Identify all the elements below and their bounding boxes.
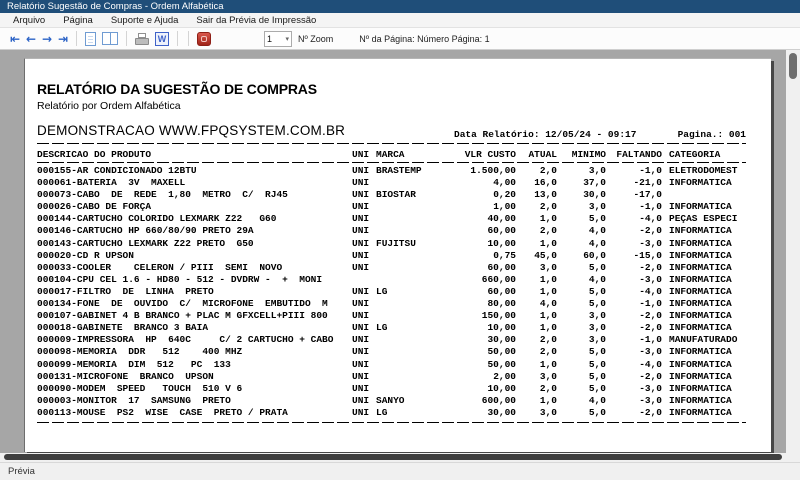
cell-vlr: 1.500,00 (470, 165, 516, 176)
cell-uni: UNI (352, 201, 370, 213)
cell-faltando: -4,0 (639, 358, 662, 370)
menu-sair-da-previa[interactable]: Sair da Prévia de Impressão (196, 14, 317, 26)
cell-atual: 1,0 (539, 237, 557, 249)
cell-marca (376, 177, 422, 189)
report-content (37, 59, 746, 452)
cell-vlr: 80,00 (487, 298, 516, 310)
cell-marca (376, 250, 422, 262)
export-word-icon[interactable]: W (155, 32, 169, 46)
table-row (37, 238, 746, 250)
close-preview-icon[interactable] (197, 32, 211, 46)
cell-marca (376, 201, 422, 213)
cell-atual: 2,0 (539, 346, 557, 358)
single-page-view-icon[interactable] (85, 32, 96, 46)
toolbar-separator (188, 31, 189, 46)
cell-desc: 000146-CARTUCHO HP 660/80/90 PRETO 29A (37, 225, 254, 237)
cell-vlr: 4,00 (493, 177, 516, 189)
cell-desc: 000131-MICROFONE BRANCO UPSON (37, 370, 214, 382)
zoom-select-value: 1 (267, 33, 273, 44)
table-row (37, 286, 746, 298)
cell-desc: 000113-MOUSE PS2 WISE CASE PRETO / PRATA (37, 406, 288, 418)
cell-uni: UNI (352, 237, 370, 249)
cell-minimo: 3,0 (588, 201, 606, 213)
cell-cat: PEÇAS ESPECI (669, 213, 738, 225)
cell-desc: 000061-BATERIA 3V MAXELL (37, 177, 186, 189)
divider-line (37, 162, 746, 163)
cell-cat: INFORMATICA (669, 394, 732, 406)
cell-uni: UNI (352, 310, 370, 322)
cell-minimo: 4,0 (588, 273, 606, 285)
cell-cat: INFORMATICA (669, 225, 732, 237)
cell-uni: UNI (352, 189, 370, 201)
cell-marca (376, 383, 422, 395)
cell-minimo: 5,0 (588, 261, 606, 273)
cell-uni: UNI (352, 249, 370, 261)
cell-faltando: -1,0 (639, 298, 662, 310)
table-row (37, 274, 746, 286)
col-header-atual: ATUAL (528, 149, 557, 160)
cell-faltando: -2,0 (639, 225, 662, 237)
table-row (37, 262, 746, 274)
table-row (37, 213, 746, 225)
cell-desc: 000033-COOLER CELERON / PIII SEMI NOVO (37, 261, 283, 273)
cell-desc: 000018-GABINETE BRANCO 3 BAIA (37, 322, 209, 334)
cell-marca: BIOSTAR (376, 189, 416, 201)
cell-vlr: 10,00 (487, 237, 516, 249)
cell-cat: INFORMATICA (669, 261, 732, 273)
print-icon[interactable] (135, 33, 149, 45)
cell-marca (376, 310, 422, 322)
cell-atual: 1,0 (539, 310, 557, 322)
report-page-number: Pagina.: 001 (677, 129, 746, 140)
cell-faltando: -2,0 (639, 322, 662, 334)
cell-uni: UNI (352, 177, 370, 189)
table-row (37, 395, 746, 407)
cell-uni: UNI (352, 285, 370, 297)
cell-cat: INFORMATICA (669, 177, 732, 189)
cell-uni: UNI (352, 370, 370, 382)
cell-faltando: -3,0 (639, 382, 662, 394)
cell-cat: INFORMATICA (669, 249, 732, 261)
cell-minimo: 37,0 (583, 177, 606, 189)
preview-workspace (0, 50, 786, 453)
report-subtitle: Relatório por Ordem Alfabética (37, 100, 181, 112)
first-page-icon[interactable]: ⇤ (9, 31, 21, 46)
cell-marca (376, 274, 422, 286)
table-row (37, 225, 746, 237)
cell-desc: 000143-CARTUCHO LEXMARK Z22 PRETO G50 (37, 237, 254, 249)
cell-faltando: -1,0 (639, 334, 662, 346)
cell-minimo: 3,0 (588, 322, 606, 334)
cell-marca (376, 371, 422, 383)
cell-vlr: 0,20 (493, 189, 516, 201)
next-page-icon[interactable]: → (41, 31, 53, 46)
cell-faltando: -17,0 (633, 189, 662, 201)
cell-desc: 000017-FILTRO DE LINHA PRETO (37, 285, 214, 297)
divider-line (37, 422, 746, 423)
cell-minimo: 5,0 (588, 285, 606, 297)
two-page-view-icon[interactable] (102, 32, 118, 45)
report-table-body (37, 165, 746, 419)
cell-desc: 000026-CABO DE FORÇA (37, 201, 152, 213)
cell-minimo: 3,0 (588, 310, 606, 322)
cell-desc: 000098-MEMORIA DDR 512 400 MHZ (37, 346, 243, 358)
cell-vlr: 60,00 (487, 225, 516, 237)
cell-desc: 000134-FONE DE OUVIDO C/ MICROFONE EMBUTIDO M (37, 298, 328, 310)
col-header-marca: MARCA (376, 149, 405, 160)
cell-vlr: 60,00 (487, 261, 516, 273)
cell-marca: LG (376, 285, 388, 297)
cell-faltando: -2,0 (639, 370, 662, 382)
table-row (37, 346, 746, 358)
report-date: Data Relatório: 12/05/24 - 09:17 (454, 129, 637, 140)
table-row (37, 371, 746, 383)
cell-desc: 000090-MODEM SPEED TOUCH 510 V 6 (37, 382, 243, 394)
cell-minimo: 4,0 (588, 237, 606, 249)
toolbar (0, 28, 800, 50)
cell-vlr: 660,00 (481, 273, 516, 285)
cell-faltando: -3,0 (639, 346, 662, 358)
cell-marca: FUJITSU (376, 237, 416, 249)
cell-uni: UNI (352, 322, 370, 334)
table-row (37, 177, 746, 189)
cell-atual: 4,0 (539, 298, 557, 310)
cell-atual: 3,0 (539, 370, 557, 382)
cell-marca (376, 213, 422, 225)
cell-minimo: 5,0 (588, 346, 606, 358)
status-text: Prévia (8, 466, 35, 477)
cell-uni (352, 274, 376, 286)
cell-minimo: 5,0 (588, 298, 606, 310)
cell-vlr: 50,00 (487, 358, 516, 370)
cell-uni: UNI (352, 406, 370, 418)
cell-marca (376, 298, 422, 310)
cell-vlr: 60,00 (487, 285, 516, 297)
cell-atual: 2,0 (539, 334, 557, 346)
cell-uni: UNI (352, 334, 370, 346)
table-header-row (37, 148, 746, 161)
cell-uni: UNI (352, 213, 370, 225)
cell-atual: 2,0 (539, 201, 557, 213)
cell-faltando: -15,0 (633, 249, 662, 261)
cell-desc: 000009-IMPRESSORA HP 640C C/ 2 CARTUCHO + CABO (37, 334, 334, 346)
toolbar-separator (177, 31, 178, 46)
cell-vlr: 10,00 (487, 322, 516, 334)
cell-minimo: 5,0 (588, 382, 606, 394)
cell-uni: UNI (352, 358, 370, 370)
window-titlebar (0, 0, 800, 13)
zoom-label: Nº Zoom (298, 33, 334, 44)
cell-vlr: 2,00 (493, 370, 516, 382)
cell-uni: UNI (352, 346, 370, 358)
table-row (37, 359, 746, 371)
cell-faltando: -1,0 (639, 165, 662, 176)
cell-desc: 000107-GABINET 4 B BRANCO + PLAC M GFXCELL+PIII 800 (37, 310, 328, 322)
cell-minimo: 5,0 (588, 358, 606, 370)
table-row (37, 322, 746, 334)
status-bar (0, 462, 800, 480)
cell-desc: 000003-MONITOR 17 SAMSUNG PRETO (37, 394, 231, 406)
cell-atual: 1,0 (539, 358, 557, 370)
cell-faltando: -4,0 (639, 213, 662, 225)
cell-atual: 45,0 (534, 249, 557, 261)
cell-faltando: -4,0 (639, 285, 662, 297)
col-header-uni: UNI (352, 149, 370, 160)
col-header-minimo: MINIMO (571, 149, 606, 160)
menu-suporte-e-ajuda[interactable]: Suporte e Ajuda (110, 14, 179, 26)
col-header-descricao: DESCRICAO DO PRODUTO (37, 149, 152, 160)
cell-desc: 000020-CD R UPSON (37, 249, 134, 261)
report-page (24, 58, 771, 452)
cell-cat: INFORMATICA (669, 382, 732, 394)
vertical-scrollbar[interactable] (786, 50, 800, 453)
cell-cat: ELETRODOMEST (669, 165, 738, 176)
cell-faltando: -1,0 (639, 201, 662, 213)
cell-minimo: 5,0 (588, 370, 606, 382)
chevron-down-icon: ▾ (285, 35, 289, 43)
cell-vlr: 1,00 (493, 201, 516, 213)
zoom-select[interactable] (264, 31, 292, 47)
menu-pagina[interactable]: Página (63, 14, 93, 26)
cell-atual: 3,0 (539, 261, 557, 273)
cell-faltando: -3,0 (639, 394, 662, 406)
cell-cat: INFORMATICA (669, 273, 732, 285)
cell-vlr: 40,00 (487, 213, 516, 225)
divider-line (37, 143, 746, 144)
cell-vlr: 0,75 (493, 249, 516, 261)
cell-desc: 000144-CARTUCHO COLORIDO LEXMARK Z22 G60 (37, 213, 277, 225)
cell-desc: 000155-AR CONDICIONADO 12BTU (37, 165, 197, 176)
cell-vlr: 150,00 (481, 310, 516, 322)
cell-vlr: 10,00 (487, 382, 516, 394)
cell-faltando: -21,0 (633, 177, 662, 189)
cell-atual: 1,0 (539, 394, 557, 406)
col-header-faltando: FALTANDO (616, 149, 662, 160)
cell-uni: UNI (352, 165, 370, 176)
cell-atual: 13,0 (534, 189, 557, 201)
cell-cat: INFORMATICA (669, 370, 732, 382)
horizontal-scrollbar[interactable] (0, 453, 800, 462)
cell-cat: INFORMATICA (669, 298, 732, 310)
cell-uni: UNI (352, 382, 370, 394)
cell-cat: INFORMATICA (669, 322, 732, 334)
cell-cat: MANUFATURADO (669, 334, 738, 346)
cell-atual: 1,0 (539, 213, 557, 225)
table-row (37, 407, 746, 419)
table-row (37, 189, 746, 201)
cell-minimo: 30,0 (583, 189, 606, 201)
cell-minimo: 3,0 (588, 165, 606, 176)
table-row (37, 201, 746, 213)
cell-cat: INFORMATICA (669, 406, 732, 418)
cell-cat: INFORMATICA (669, 201, 732, 213)
cell-marca (376, 262, 422, 274)
cell-marca (376, 359, 422, 371)
cell-atual: 1,0 (539, 322, 557, 334)
cell-cat: INFORMATICA (669, 346, 732, 358)
cell-uni: UNI (352, 261, 370, 273)
cell-uni: UNI (352, 225, 370, 237)
table-row (37, 165, 746, 177)
page-number-label: Nº da Página: Número Página: 1 (359, 33, 490, 44)
window-title: Relatório Sugestão de Compras - Ordem Alfabética (7, 1, 224, 12)
cell-marca: SANYO (376, 394, 405, 406)
cell-desc: 000099-MEMORIA DIM 512 PC 133 (37, 358, 231, 370)
cell-uni: UNI (352, 394, 370, 406)
cell-atual: 2,0 (539, 165, 557, 176)
cell-marca (376, 334, 422, 346)
cell-atual: 3,0 (539, 406, 557, 418)
cell-desc: 000073-CABO DE REDE 1,80 METRO C/ RJ45 (37, 189, 288, 201)
cell-faltando: -2,0 (639, 261, 662, 273)
cell-marca: BRASTEMP (376, 165, 422, 176)
cell-vlr: 50,00 (487, 346, 516, 358)
cell-minimo: 60,0 (583, 249, 606, 261)
cell-faltando: -3,0 (639, 237, 662, 249)
table-row (37, 310, 746, 322)
menu-arquivo[interactable]: Arquivo (13, 14, 46, 26)
cell-faltando: -3,0 (639, 273, 662, 285)
report-title: RELATÓRIO DA SUGESTÃO DE COMPRAS (37, 81, 317, 97)
cell-uni: UNI (352, 298, 370, 310)
vertical-scrollbar-thumb[interactable] (789, 53, 797, 79)
col-header-vlr-custo: VLR CUSTO (464, 149, 516, 160)
col-header-categoria: CATEGORIA (669, 149, 721, 160)
toolbar-separator (126, 31, 127, 46)
last-page-icon[interactable]: ⇥ (57, 31, 69, 46)
company-name: DEMONSTRACAO WWW.FPQSYSTEM.COM.BR (37, 123, 346, 138)
cell-cat: INFORMATICA (669, 358, 732, 370)
cell-vlr: 600,00 (481, 394, 516, 406)
horizontal-scrollbar-thumb[interactable] (4, 454, 782, 460)
cell-cat: INFORMATICA (669, 310, 732, 322)
cell-cat (662, 189, 746, 201)
cell-atual: 2,0 (539, 225, 557, 237)
cell-marca: LG (376, 322, 388, 334)
cell-marca (376, 346, 422, 358)
table-row (37, 334, 746, 346)
cell-marca (376, 225, 422, 237)
cell-desc: 000104-CPU CEL 1.6 - HD80 - 512 - DVDRW - + MONI (37, 273, 323, 285)
cell-atual: 1,0 (539, 273, 557, 285)
cell-vlr: 30,00 (487, 334, 516, 346)
cell-faltando: -2,0 (639, 310, 662, 322)
cell-vlr: 30,00 (487, 406, 516, 418)
cell-minimo: 4,0 (588, 225, 606, 237)
cell-atual: 2,0 (539, 382, 557, 394)
table-row (37, 250, 746, 262)
toolbar-separator (76, 31, 77, 46)
previous-page-icon[interactable]: ← (25, 31, 37, 46)
cell-faltando: -2,0 (639, 406, 662, 418)
cell-minimo: 4,0 (588, 394, 606, 406)
menu-bar (0, 13, 800, 28)
cell-minimo: 3,0 (588, 334, 606, 346)
table-row (37, 383, 746, 395)
cell-minimo: 5,0 (588, 213, 606, 225)
cell-minimo: 5,0 (588, 406, 606, 418)
cell-cat: INFORMATICA (669, 237, 732, 249)
cell-cat: INFORMATICA (669, 285, 732, 297)
table-row (37, 298, 746, 310)
cell-marca: LG (376, 406, 388, 418)
cell-atual: 1,0 (539, 285, 557, 297)
cell-atual: 16,0 (534, 177, 557, 189)
